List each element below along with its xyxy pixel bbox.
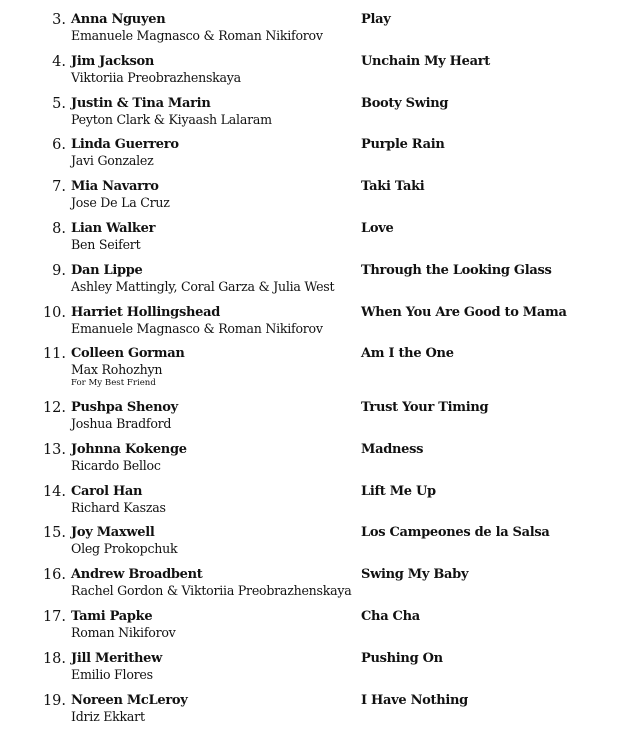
entry-number: 17. <box>42 608 66 625</box>
entry-number: 14. <box>42 483 66 500</box>
program-entry <box>0 400 618 442</box>
performer-name: Lian Walker <box>71 220 156 236</box>
partner-names: Javi Gonzalez <box>71 153 154 169</box>
entry-number: 4. <box>52 53 66 70</box>
song-title: Play <box>361 12 391 27</box>
partner-names: Rachel Gordon & Viktoriia Preobrazhenskaya <box>71 583 352 599</box>
performer-name: Pushpa Shenoy <box>71 399 178 415</box>
entry-number: 7. <box>52 179 66 196</box>
partner-names: Richard Kaszas <box>71 499 166 515</box>
program-entry <box>0 221 618 263</box>
song-title: Cha Cha <box>361 608 420 624</box>
entry-number: 18. <box>42 650 66 667</box>
performer-name: Harriet Hollingshead <box>71 304 221 320</box>
song-title: Purple Rain <box>361 137 445 153</box>
song-title: When You Are Good to Mama <box>361 304 567 320</box>
program-entry <box>0 12 618 54</box>
song-title: Am I the One <box>361 346 454 362</box>
performer-name: Justin & Tina Marin <box>71 95 211 111</box>
program-entry <box>0 179 618 221</box>
partner-names: Viktoriia Preobrazhenskaya <box>71 69 241 85</box>
performer-name: Johnna Kokenge <box>71 441 187 457</box>
song-title: Booty Swing <box>361 95 449 111</box>
program-entry <box>0 484 618 526</box>
partner-names: Emilio Flores <box>71 666 153 682</box>
entry-number: 12. <box>42 399 66 416</box>
program-entry <box>0 54 618 96</box>
performer-name: Jim Jackson <box>71 53 155 69</box>
entry-number: 8. <box>52 220 66 237</box>
program-entry <box>0 693 618 735</box>
partner-names: Emanuele Magnasco & Roman Nikiforov <box>71 320 323 336</box>
program-entry <box>0 96 618 138</box>
song-title: Swing My Baby <box>361 567 469 583</box>
performer-name: Linda Guerrero <box>71 137 179 153</box>
song-title: I Have Nothing <box>361 692 468 708</box>
program-entry <box>0 442 618 484</box>
program-entry <box>0 609 618 651</box>
song-title: Los Campeones de la Salsa <box>361 525 550 541</box>
entry-number: 15. <box>42 525 66 542</box>
entry-number: 5. <box>52 95 66 112</box>
partner-names: Jose De La Cruz <box>71 195 170 211</box>
partner-names: Joshua Bradford <box>71 415 172 431</box>
program-entry <box>0 651 618 693</box>
partner-names: Ashley Mattingly, Coral Garza & Julia West <box>71 278 335 294</box>
performer-name: Colleen Gorman <box>71 346 185 362</box>
entry-number: 16. <box>42 567 66 584</box>
entry-number: 6. <box>52 137 66 154</box>
program-entry <box>0 263 618 305</box>
performer-name: Jill Merithew <box>71 650 162 666</box>
partner-names: Oleg Prokopchuk <box>71 541 178 557</box>
song-title: Unchain My Heart <box>361 53 490 69</box>
partner-names: Max Rohozhyn <box>71 362 163 378</box>
program-entry <box>0 567 618 609</box>
song-title: Love <box>361 220 394 236</box>
partner-names: Roman Nikiforov <box>71 624 176 640</box>
entry-number: 3. <box>52 12 66 28</box>
song-title: Through the Looking Glass <box>361 262 552 278</box>
entry-number: 10. <box>42 304 66 321</box>
entry-number: 9. <box>52 262 66 279</box>
dedication-note: For My Best Friend <box>71 378 156 389</box>
partner-names: Ricardo Belloc <box>71 457 161 473</box>
program-entry <box>0 137 618 179</box>
partner-names: Ben Seifert <box>71 236 141 252</box>
entry-number: 19. <box>42 692 66 709</box>
program-entry <box>0 525 618 567</box>
performer-name: Noreen McLeroy <box>71 692 188 708</box>
song-title: Taki Taki <box>361 179 425 195</box>
program-entry <box>0 346 618 400</box>
performer-name: Mia Navarro <box>71 179 159 195</box>
performer-name: Andrew Broadbent <box>71 567 203 583</box>
performer-name: Carol Han <box>71 483 143 499</box>
entry-number: 13. <box>42 441 66 458</box>
song-title: Trust Your Timing <box>361 399 489 415</box>
entry-number: 11. <box>42 346 66 363</box>
performer-name: Dan Lippe <box>71 262 143 278</box>
partner-names: Peyton Clark & Kiyaash Lalaram <box>71 111 272 127</box>
partner-names: Emanuele Magnasco & Roman Nikiforov <box>71 28 323 43</box>
performer-name: Anna Nguyen <box>71 12 166 27</box>
partner-names: Idriz Ekkart <box>71 708 145 724</box>
song-title: Madness <box>361 441 424 457</box>
song-title: Pushing On <box>361 650 443 666</box>
program-entry <box>0 305 618 347</box>
performer-name: Joy Maxwell <box>71 525 155 541</box>
performer-name: Tami Papke <box>71 608 153 624</box>
song-title: Lift Me Up <box>361 483 436 499</box>
program-list <box>0 12 618 734</box>
